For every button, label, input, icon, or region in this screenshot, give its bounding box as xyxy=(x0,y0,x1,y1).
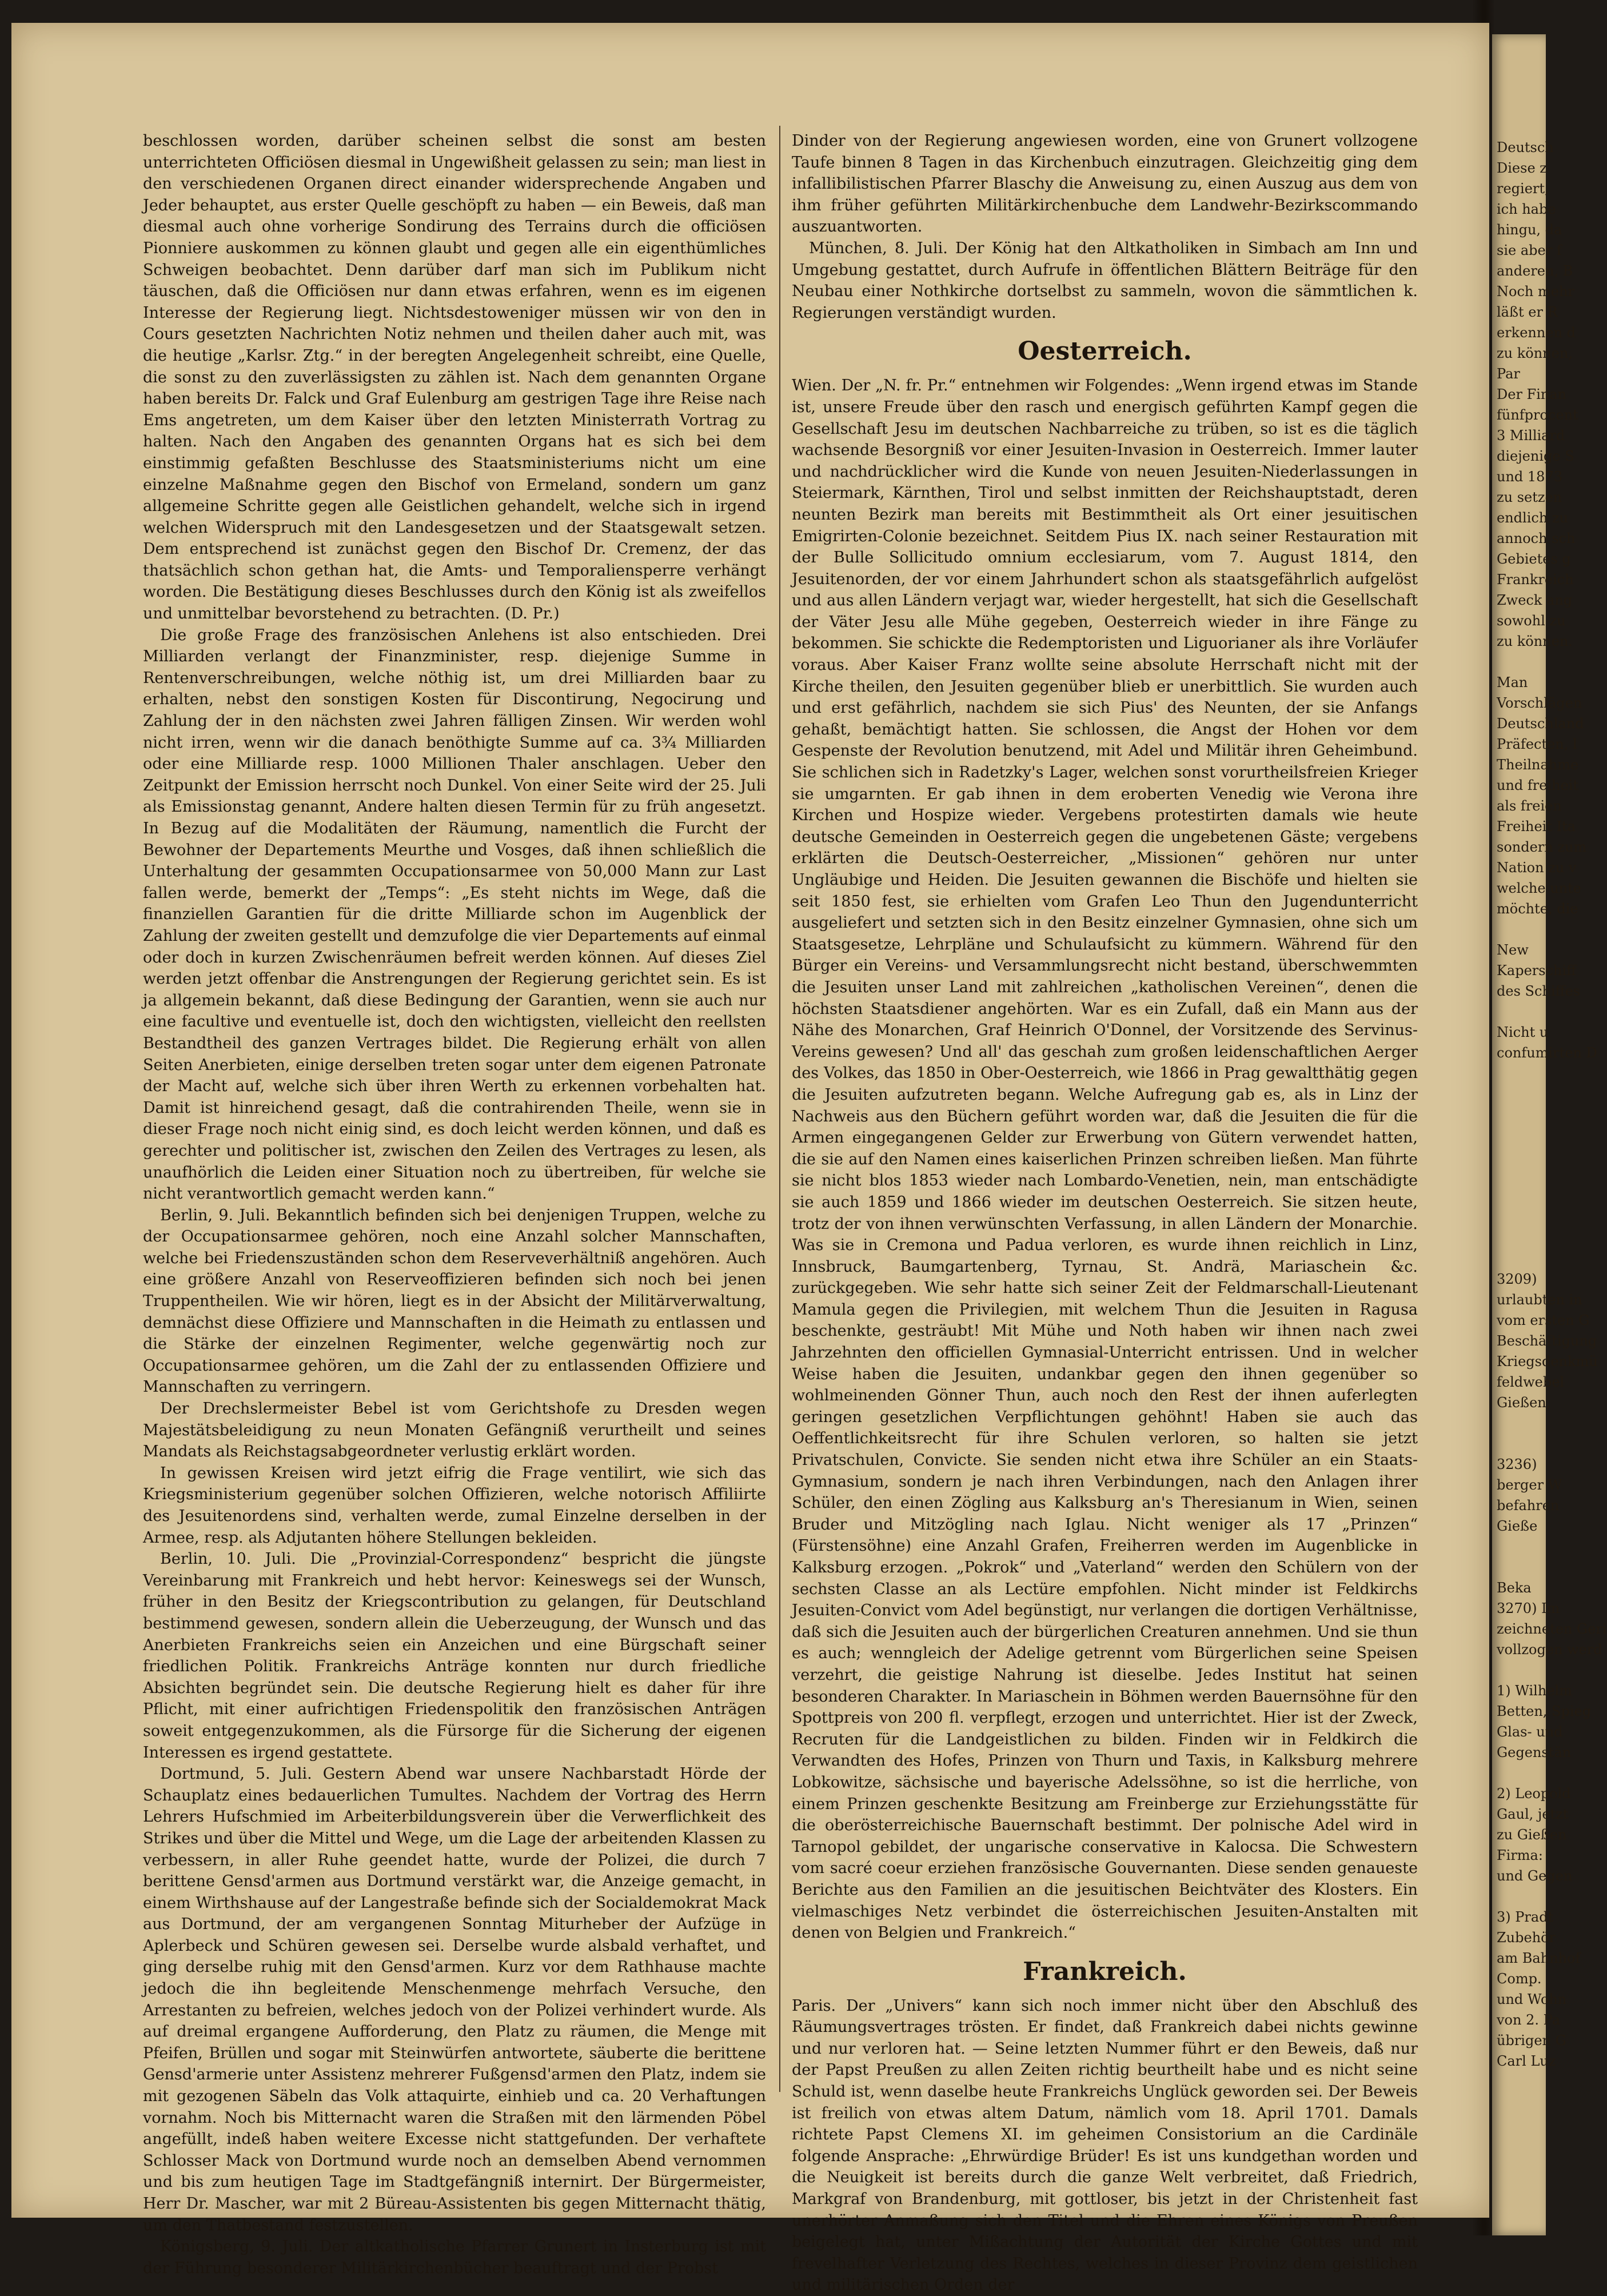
adjacent-page-line: confumirten D xyxy=(1497,1045,1597,1061)
article-paragraph: In gewissen Kreisen wird jetzt eifrig die Frage ventilirt, wie sich das Kriegsministerium gegenüber solchen Offizieren, welche notorisch Affiliirte des Jesuitenordens sind, verhalten werde, zumal Einzelne derselben in der Armee, resp. als Adjutanten höhere Stellungen bekleiden. xyxy=(143,1464,766,1547)
adjacent-page-line: Frankreich xyxy=(1497,572,1574,588)
adjacent-page-line: Gebietes g xyxy=(1497,551,1571,567)
adjacent-page-line: befahren xyxy=(1497,1498,1560,1514)
adjacent-page-line: Glas- und xyxy=(1497,1724,1563,1740)
adjacent-page-line: vollzogen werd xyxy=(1497,1642,1602,1658)
article-paragraph: beschlossen worden, darüber scheinen selbst die sonst am besten unterrichteten Officiösen diesmal in Ungewißheit gelassen zu sein; man liest in den verschiedenen Organen direct einander widersprechende Angaben und Jeder behauptet, aus erster Quelle geschöpft zu haben — ein Beweis, daß man diesmal auch ohne vorherige Sondirung des Terrains durch die officiösen Pionniere auskommen zu können glaubt und gegen alle ein eigenthümliches Schweigen beobachtet. Denn darüber darf man sich im Publikum nicht täuschen, daß die Officiösen nur dann etwas erfahren, wenn es im eigenen Interesse der Regierung liegt. Nichtsdestoweniger müssen wir von den in Cours gesetzten Nachrichten Notiz nehmen und theilen daher auch mit, was die heutige „Karlsr. Ztg.“ in der beregten Angelegenheit schreibt, eine Quelle, die sonst zu den zuverlässigsten zu zählen ist. Nach dem genannten Organe haben bereits Dr. Falck und Graf Eulenburg am gestrigen Tage ihre Reise nach Ems angetreten, um dem Kaiser über den letzten Ministerrath Vortrag zu halten. Nach den Angaben des genannten Organs hat es sich bei dem einstimmig gefaßten Beschlusse des Staatsministeriums nicht um eine einzelne Maßnahme gegen den Bischof von Ermeland, sondern um ganz allgemeine Schritte gegen alle Geistlichen gehandelt, welche sich in irgend welchen Widerspruch mit den Landesgesetzen und der Staatsgewalt setzen. Dem entsprechend ist zunächst gegen den Bischof Dr. Cremenz, der das thatsächlich schon gethan hat, die Amts- und Temporaliensperre verhängt worden. Die Bestätigung dieses Beschlusses durch den König ist als zweifellos und unmittelbar bevorstehend zu betrachten. (D. Pr.) xyxy=(143,132,766,623)
adjacent-page-line: Noch mehr xyxy=(1497,283,1574,300)
adjacent-page-line xyxy=(1497,1886,1577,1907)
adjacent-page-line: 3236) xyxy=(1497,1456,1537,1472)
adjacent-page-line: regiert, xyxy=(1497,181,1549,197)
adjacent-page-line: erkennen d xyxy=(1497,325,1576,341)
article-paragraph: Dinder von der Regierung angewiesen worden, eine von Grunert vollzogene Taufe binnen 8 Tagen in das Kirchenbuch einzutragen. Gleichzeitig ging dem infallibilistischen Pfarrer Blaschy die Anweisung zu, einen Auszug aus dem von ihm früher geführten Militärkirchenbuche dem Landwehr-Bezirkscommando auszuantworten. xyxy=(792,132,1418,236)
adjacent-page-line: Carl Luz xyxy=(1497,2053,1556,2069)
adjacent-page-line: sie aber f xyxy=(1497,242,1562,258)
adjacent-page-line: Kriegsdenkmü xyxy=(1497,1353,1598,1369)
article-paragraph: Paris. Der „Univers“ kann sich noch immer nicht über den Abschluß des Räumungsvertrages trösten. Er findet, daß Frankreich dabei nichts gewinne und nur verloren hat. — Seine letzten Nummer führt er den Beweis, daß nur der Papst Preußen zu allen Zeiten richtig beurtheilt habe und es nicht seine Schuld ist, wenn daselbe heute Frankreichs Unglück geworden sei. Der Beweis ist freilich von etwas altem Datum, nämlich vom 18. April 1701. Damals richtete Papst Clemens XI. im geheimen Consistorium an die Cardinäle folgende Ansprache: „Ehrwürdige Brüder! Es ist uns kundgethan worden und die Neuigkeit ist bereits durch die ganze Welt verbreitet, daß Friedrich, Markgraf von Brandenburg, mit gottloser, bis jetzt in der Christenheit fast unerhörter Anmaßung sich den Titel und die Ehren eines Königs von Preußen beigelegt hat, unter Mißachtung der Autorität der Kirche Gottes und mit frevelhafter Verletzung des Rechtes, welches in dieser Provinz dem geistlichen und militärischen Orden der xyxy=(792,1996,1418,2294)
adjacent-page-line: zeichneten Geri xyxy=(1497,1621,1607,1637)
adjacent-page-line: ich habe xyxy=(1497,201,1556,217)
adjacent-page-line: 3270) Im xyxy=(1497,1600,1560,1616)
adjacent-page-line: vom ersten G xyxy=(1497,1312,1590,1328)
adjacent-page-line: Nicht u xyxy=(1497,1024,1549,1040)
adjacent-page-line: hingu, da xyxy=(1497,222,1562,238)
adjacent-page-line: zu können, xyxy=(1497,345,1573,361)
adjacent-page-line: Vorschlägen xyxy=(1497,695,1582,711)
adjacent-page-line: und Gegen xyxy=(1497,1868,1573,1884)
adjacent-page-line: 3209) xyxy=(1497,1271,1537,1287)
adjacent-page-line xyxy=(1497,1557,1577,1578)
adjacent-page-line: als freien xyxy=(1497,798,1562,814)
adjacent-page-line: Gießen, xyxy=(1497,1395,1551,1411)
adjacent-page-line: zu Gießen xyxy=(1497,1827,1567,1843)
adjacent-page-line: am Bahnhof xyxy=(1497,1950,1581,1966)
article-paragraph: Dortmund, 5. Juli. Gestern Abend war unsere Nachbarstadt Hörde der Schauplatz eines bedauerlichen Tumultes. Nachdem der Vortrag des Herrn Lehrers Hufschmied im Arbeiterbildungsverein über die Verwerflichkeit des Strikes und über die Mittel und Wege, um die Lage der arbeitenden Klassen zu verbessern, in aller Ruhe geendet hatte, wurde der Polizei, die durch 7 berittene Gensd'armen aus Dortmund verstärkt war, die Anzeige gemacht, in einem Wirthshause auf der Langestraße befinde sich der Socialdemokrat Mack aus Dortmund, der am vergangenen Sonntag Miturheber der Aufzüge in Aplerbeck und Schüren gewesen sei. Derselbe wurde alsbald verhaftet, und ging derselbe ruhig mit den Gensd'armen. Kurz vor dem Rathhause machte jedoch die ihn begleitende Menschenmenge mehrfach Versuche, den Arrestanten zu befreien, welches jedoch von der Polizei verhindert wurde. Als auf dreimal ergangene Aufforderung, den Platz zu räumen, die Menge mit Pfeifen, Brüllen und sogar mit Steinwürfen antwortete, säuberte die berittene Gensd'armerie unter Assistenz mehrerer Fußgensd'armen den Platz, indem sie mit gezogenen Säbeln das Volk attaquirte, einhieb und ca. 20 Verhaftungen vornahm. Noch bis Mitternacht waren die Straßen mit den lärmenden Pöbel angefüllt, indeß haben weitere Excesse nicht stattgefunden. Der verhaftete Schlosser Mack von Dortmund wurde noch an demselben Abend vernommen und bis zum heutigen Tage im Stadtgefängniß internirt. Der Bürgermeister, Herr Dr. Mascher, war mit 2 Büreau-Assistenten bis gegen Mitternacht thätig, um den Thatbestand festzustellen. xyxy=(143,1765,766,2234)
adjacent-page-line xyxy=(1497,1145,1577,1166)
adjacent-page-line xyxy=(1497,1104,1577,1125)
adjacent-page-line: und 1873 xyxy=(1497,469,1562,485)
adjacent-page-line: Deutschland xyxy=(1497,716,1584,732)
adjacent-page-line: Firma: xyxy=(1497,1847,1543,1863)
adjacent-page-line xyxy=(1497,1187,1577,1207)
adjacent-page-line xyxy=(1497,1125,1577,1145)
article-paragraph: Der Drechslermeister Bebel ist vom Gerichtshofe zu Dresden wegen Majestätsbeleidigung zu neun Monaten Gefängniß verurtheilt und seines Mandats als Reichstagsabgeordneter verlustig erklärt worden. xyxy=(143,1400,766,1461)
adjacent-page-line xyxy=(1497,1207,1577,1228)
adjacent-page-line: und freiheit xyxy=(1497,777,1579,793)
article-paragraph: Die große Frage des französischen Anlehens ist also entschieden. Drei Milliarden verlangt der Finanzminister, resp. diejenige Summe in Rentenverschreibungen, welche nöthig ist, um drei Milliarden baar zu erhalten, nebst den sonstigen Kosten für Discontirung, Negocirung und Zahlung der in den nächsten zwei Jahren fälligen Zinsen. Wir werden wohl nicht irren, wenn wir die danach benöthigte Summe auf ca. 3¾ Milliarden oder eine Milliarde resp. 1000 Millionen Thaler anschlagen. Ueber den Zeitpunkt der Emission herrscht noch Dunkel. Von einer Seite wird der 25. Juli als Emissionstag genannt, Andere halten diesen Termin für zu früh angesetzt. In Bezug auf die Modalitäten der Räumung, namentlich die Furcht der Bewohner der Departements Meurthe und Vosges, daß ihnen schließlich die Unterhaltung der gesammten Occupationsarmee von 50,000 Mann zur Last fallen werde, bemerkt der „Temps“: „Es steht nichts im Wege, daß die finanziellen Garantien für die dritte Milliarde schon im Augenblick der Zahlung der zweiten gestellt und demzufolge die vier Departements auf einmal oder doch in kurzen Zwischenräumen befreit werden können. Auf dieses Ziel werden jetzt offenbar die Anstrengungen der Regierung gerichtet sein. Es ist ja allgemein bekannt, daß diese Bedingung der Garantien, wenn sie auch nur eine facultive und eventuelle ist, doch den wichtigsten, vielleicht den reellsten Bestandtheil des ganzen Vertrages bildet. Die Regierung erhält von allen Seiten Anerbieten, einige derselben treten sogar unter dem eigenen Patronate der Macht auf, welche sich über ihren Werth zu erkennen vorbehalten hat. Damit ist hinreichend gesagt, daß die contrahirenden Theile, wenn sie in dieser Frage noch nicht einig sind, es doch leicht werden können, und daß es gerechter und politischer ist, zwischen den Zeilen des Vertrages zu lesen, als unaufhörlich die Leiden einer Situation noch zu übertreiben, für welche sie nicht verantwortlich gemacht werden kann.“ xyxy=(143,626,766,1203)
adjacent-page-line: 3) Pradt xyxy=(1497,1909,1554,1925)
adjacent-page-line: Präfecten, l xyxy=(1497,736,1577,752)
adjacent-page-line: Nation zu v xyxy=(1497,860,1577,876)
adjacent-page-line: berger W xyxy=(1497,1477,1562,1493)
adjacent-page-line: Theilnahme xyxy=(1497,757,1579,773)
adjacent-page-line: Beschäftigung xyxy=(1497,1333,1597,1349)
adjacent-page-line: zu setzen xyxy=(1497,489,1562,505)
adjacent-page-line: Zweck ang xyxy=(1497,592,1573,608)
adjacent-page-line xyxy=(1497,1763,1577,1783)
adjacent-page-line: diejenige S xyxy=(1497,448,1574,464)
adjacent-page-line xyxy=(1497,919,1577,940)
newspaper-page xyxy=(11,23,1489,2294)
adjacent-page-text xyxy=(1497,137,1607,2071)
adjacent-page-line: welche unte xyxy=(1497,880,1581,896)
section-heading-france: Frankreich. xyxy=(1023,1956,1187,1986)
adjacent-page-line: möchte, die xyxy=(1497,901,1578,917)
left-column xyxy=(143,130,766,2279)
adjacent-page-line: Freiheit Ita xyxy=(1497,818,1576,834)
adjacent-page-line: Gaul, jetzt xyxy=(1497,1806,1569,1822)
adjacent-page-line: New xyxy=(1497,942,1529,958)
adjacent-page-edge xyxy=(1492,34,1607,2235)
adjacent-page-line: feldwebel xyxy=(1497,1374,1565,1390)
adjacent-page-line: 3 Milliard xyxy=(1497,428,1565,444)
article-paragraph: Wien. Der „N. fr. Pr.“ entnehmen wir Folgendes: „Wenn irgend etwas im Stande ist, unsere Freude über den rasch und energisch geführten Kampf gegen die Gesellschaft Jesu im deutschen Nachbarreiche zu trüben, so ist es die täglich wachsende Besorgniß vor einer Jesuiten-Invasion in Oesterreich. Immer lauter und nachdrücklicher wird die Kunde von neuen Jesuiten-Niederlassungen in Steiermark, Kärnthen, Tirol und selbst inmitten der Reichshauptstadt, deren neunten Bezirk man bereits mit Bestimmtheit als Ort einer jesuitischen Emigrirten-Colonie bezeichnet. Seitdem Pius IX. nach seiner Restauration mit der Bulle Sollicitudo omnium ecclesiarum, vom 7. August 1814, den Jesuitenorden, der vor einem Jahrhundert schon als staatsgefährlich aufgelöst und aus allen Ländern verjagt war, wieder hergestellt, hat sich die Gesellschaft der Väter Jesu alle Mühe gegeben, Oesterreich wieder in ihre Fänge zu bekommen. Sie schickte die Redemptoristen und Liguorianer als ihre Vorläufer voraus. Aber Kaiser Franz wollte seine absolute Herrschaft nicht mit der Kirche theilen, den Jesuiten gegenüber blieb er unerbittlich. Sie wurden auch und erst gefährlich, nachdem sie sich Pius' des Neunten, der sie Anfangs gehaßt, bemächtigt hatten. Sie schlossen, die Angst der Hohen vor dem Gespenste der Revolution benutzend, mit Adel und Militär ihren Geheimbund. Sie schlichen sich in Radetzky's Lager, welchen sonst vorurtheilsfreien Krieger sie umgarnten. Er gab ihnen in dem eroberten Venedig wie Verona ihre Kirchen und Hospize wieder. Vergebens protestirten damals wie heute deutsche Gemeinden in Oesterreich gegen die ungebetenen Gäste; vergebens erklärten die Deutsch-Oesterreicher, „Missionen“ gehören nur unter Ungläubige und Heiden. Die Jesuiten gewannen die Bischöfe und hielten sie seit 1850 fest, sie erhielten vom Grafen Leo Thun den Jugendunterricht ausgeliefert und setzten sich in den Besitz einzelner Gymnasien, ohne sich um Staatsgesetze, Lehrpläne und Schulaufsicht zu kümmern. Während für den Bürger ein Vereins- und Versammlungsrecht nicht bestand, überschwemmten die Jesuiten unser Land mit zahlreichen „katholischen Vereinen“, denen die höchsten Staatsdiener angehörten. War es ein Zufall, daß ein Mann aus der Nähe des Monarchen, Graf Heinrich O'Donnel, der Vorsitzende des Servinus-Vereins gewesen? Und all' das geschah zum großen leidenschaftlichen Aerger des Volkes, das 1850 in Ober-Oesterreich, wie 1866 in Prag gewaltthätig gegen die Jesuiten aufzutreten begann. Welche Aufregung gab es, als in Linz der Nachweis aus den Büchern geführt worden war, daß die Jesuiten die für die Armen eingegangenen Gelder zur Erwerbung von Gütern verwendet hatten, die sie auf den Namen eines kaiserlichen Prinzen schreiben ließen. Man führte sie nicht blos 1853 wieder nach Lombardo-Venetien, nein, man entschädigte sie auch 1859 und 1866 wieder im deutschen Oesterreich. Sie sitzen heute, trotz der von ihnen verwünschten Verfassung, in allen Ländern der Monarchie. Was sie in Cremona und Padua verloren, es wurde ihnen reichlich in Linz, Innsbruck, Baumgartenberg, Tyrnau, St. Andrä, Mariaschein &c. zurückgegeben. Wie sehr hatte sich seiner Zeit der Feldmarschall-Lieutenant Mamula gegen die Privilegien, mit welchem Thun die Jesuiten in Ragusa beschenkte, gesträubt! Mit Mühe und Noth haben wir ihnen nach zwei Jahrzehnten den officiellen Gymnasial-Unterricht entrissen. Und in welcher Weise haben die Jesuiten, undankbar gegen den ihnen gegenüber so wohlmeinenden Gönner Thun, auch noch den Rest der ihnen auferlegten geringen gesetzlichen Verpflichtungen gehöhnt! Haben sie auch das Oeffentlichkeitsrecht für ihre Schulen verloren, so halten sie jetzt Privatschulen, Convicte. Sie senden nicht etwa ihre Schüler an ein Staats-Gymnasium, sondern je nach ihren Verbindungen, nach den Anlagen ihrer Schüler, den einen Zögling aus Kalksburg an's Theresianum in Wien, seinen Bruder und Mitzögling nach Iglau. Nicht weniger als 17 „Prinzen“ (Fürstensöhne) eine Anzahl Grafen, Freiherren werden im Augenblicke in Kalksburg erzogen. „Pokrok“ und „Vaterland“ werden den Schülern von der sechsten Classe an als Lectüre empfohlen. Nicht minder ist Feldkirchs Jesuiten-Convict vom Adel begünstigt, nur verlangen die dortigen Verhältnisse, daß sich die Jesuiten auch der bürgerlichen Creaturen annehmen. Und sie thun es auch; wenngleich der Adelige getrennt vom Bürgerlichen seine Speisen verzehrt, die geistige Nahrung ist dieselbe. Jedes Institut hat seinen besonderen Charakter. In Mariaschein in Böhmen werden Bauernsöhne für den Spottpreis von 200 fl. verpflegt, erzogen und unterrichtet. Hier ist der Zweck, Recruten für die Landgeistlichen zu bilden. Finden wir in Feldkirch die Verwandten des Hofes, Prinzen von Thurn und Taxis, in Kalksburg mehrere Lobkowitze, sächsische und bayerische Adelssöhne, so ist die herrliche, von einem Prinzen geschenkte Besitzung am Freinberge zur Erziehungsstätte für die oberösterreichische Bauernschaft bestimmt. Der polnische Adel wird in Tarnopol gebildet, der ungarische conservative in Kalocsa. Die Schwestern vom sacré coeur erziehen französische Gouvernanten. Diese senden genaueste Berichte aus den Familien an die jesuitischen Beichtväter des Klosters. Ein vielmaschiges Netz verbindet die österreichischen Jesuiten-Anstalten mit denen von Belgien und Frankreich.“ xyxy=(792,377,1418,1942)
adjacent-page-line xyxy=(1497,1063,1577,1084)
adjacent-page-line: übrigen G xyxy=(1497,2033,1566,2049)
section-heading-austria: Oesterreich. xyxy=(1018,337,1192,366)
adjacent-page-line: Kaperschiff xyxy=(1497,963,1577,979)
adjacent-page-line: Zubehör xyxy=(1497,1930,1556,1946)
adjacent-page-line xyxy=(1497,1433,1577,1454)
article-paragraph: Berlin, 9. Juli. Bekanntlich befinden sich bei denjenigen Truppen, welche zu der Occupationsarmee gehören, noch eine Anzahl solcher Mannschaften, welche bei Friedenszuständen schon dem Reserveverhältniß angehören. Auch eine größere Anzahl von Reserveoffizieren befinden sich noch bei jenen Truppentheilen. Wie wir hören, liegt es in der Absicht der Militärverwaltung, demnächst diese Offiziere und Mannschaften in die Heimath zu entlassen und die Stärke der einzelnen Regimenter, welche gegenwärtig noch zur Occupationsarmee gehören, um die Zahl der zu entlassenden Offiziere und Mannschaften zu verringern. xyxy=(143,1206,766,1396)
adjacent-page-line: Gieße xyxy=(1497,1518,1538,1534)
adjacent-page-line: läßt er R xyxy=(1497,304,1558,320)
adjacent-page-line xyxy=(1497,1413,1577,1433)
adjacent-page-line: von 2. Pa xyxy=(1497,2012,1560,2028)
adjacent-page-line: und Wohn xyxy=(1497,1991,1567,2007)
adjacent-page-line xyxy=(1497,652,1577,672)
adjacent-page-line: sowohl zu xyxy=(1497,613,1566,629)
right-column xyxy=(792,130,1418,2296)
adjacent-page-line: fünfprocent xyxy=(1497,407,1578,423)
adjacent-page-line: Par xyxy=(1497,366,1520,382)
adjacent-page-line: 2) Leopold xyxy=(1497,1786,1571,1802)
adjacent-page-line: Gegenstän xyxy=(1497,1744,1572,1760)
adjacent-page-line: Man xyxy=(1497,674,1528,690)
adjacent-page-line: Der Finan xyxy=(1497,386,1567,402)
article-paragraph: München, 8. Juli. Der König hat den Altkatholiken in Simbach am Inn und Umgebung gestattet, durch Aufrufe in öffentlichen Blättern Beiträge für den Neubau einer Nothkirche dortselbst zu sammeln, wovon die sämmtlichen k. Regierungen verständigt wurden. xyxy=(792,239,1418,322)
adjacent-page-line: zu können. xyxy=(1497,633,1573,649)
adjacent-page-line: 1) Wilhelm xyxy=(1497,1683,1572,1699)
adjacent-page-line: des Schiffes xyxy=(1497,983,1581,999)
adjacent-page-line xyxy=(1497,1001,1577,1022)
adjacent-page-line: urlaubten in xyxy=(1497,1292,1582,1308)
column-divider xyxy=(779,126,780,2092)
adjacent-page-line: Deutsch xyxy=(1497,139,1554,155)
adjacent-page-line xyxy=(1497,1536,1577,1557)
adjacent-page-line: Beka xyxy=(1497,1580,1532,1596)
adjacent-page-line: Comp. xyxy=(1497,1971,1542,1987)
adjacent-page-line xyxy=(1497,1084,1577,1104)
adjacent-page-line xyxy=(1497,1166,1577,1187)
adjacent-page-line: annoch sch xyxy=(1497,530,1576,546)
article-paragraph: Königsberg, 9. Juli. Der altkatholische Pfarrer Grunert in Insterburg ist mit der Führung besonderer Militärkirchenbücher beauftragt und der Probst xyxy=(143,2238,766,2277)
adjacent-page-line xyxy=(1497,1248,1577,1269)
adjacent-page-line: Betten, Spieg xyxy=(1497,1703,1592,1719)
adjacent-page-line: anderen, B xyxy=(1497,263,1573,279)
article-paragraph: Berlin, 10. Juli. Die „Provinzial-Correspondenz“ bespricht die jüngste Vereinbarung mit Frankreich und hebt hervor: Keineswegs sei der Wunsch, früher in den Besitz der Kriegscontribution zu gelangen, für Deutschland bestimmend gewesen, sondern allein die Ueberzeugung, der Wunsch und das Anerbieten Frankreichs seien ein Anzeichen und eine Bürgschaft seiner friedlichen Politik. Frankreichs Anträge konnten nur durch friedliche Absichten begründet sein. Die deutsche Regierung hielt es daher für ihre Pflicht, mit einer aufrichtigen Friedenspolitik den französischen Anträgen soweit entgegenzukommen, als die Fürsorge für die Sicherung der eigenen Interessen es irgend gestattete. xyxy=(143,1550,766,1762)
adjacent-page-line: endlich zu xyxy=(1497,510,1569,526)
adjacent-page-line xyxy=(1497,1660,1577,1680)
adjacent-page-line: sondern zum xyxy=(1497,839,1587,855)
adjacent-page-line: Diese z xyxy=(1497,160,1547,176)
adjacent-page-line xyxy=(1497,1228,1577,1248)
